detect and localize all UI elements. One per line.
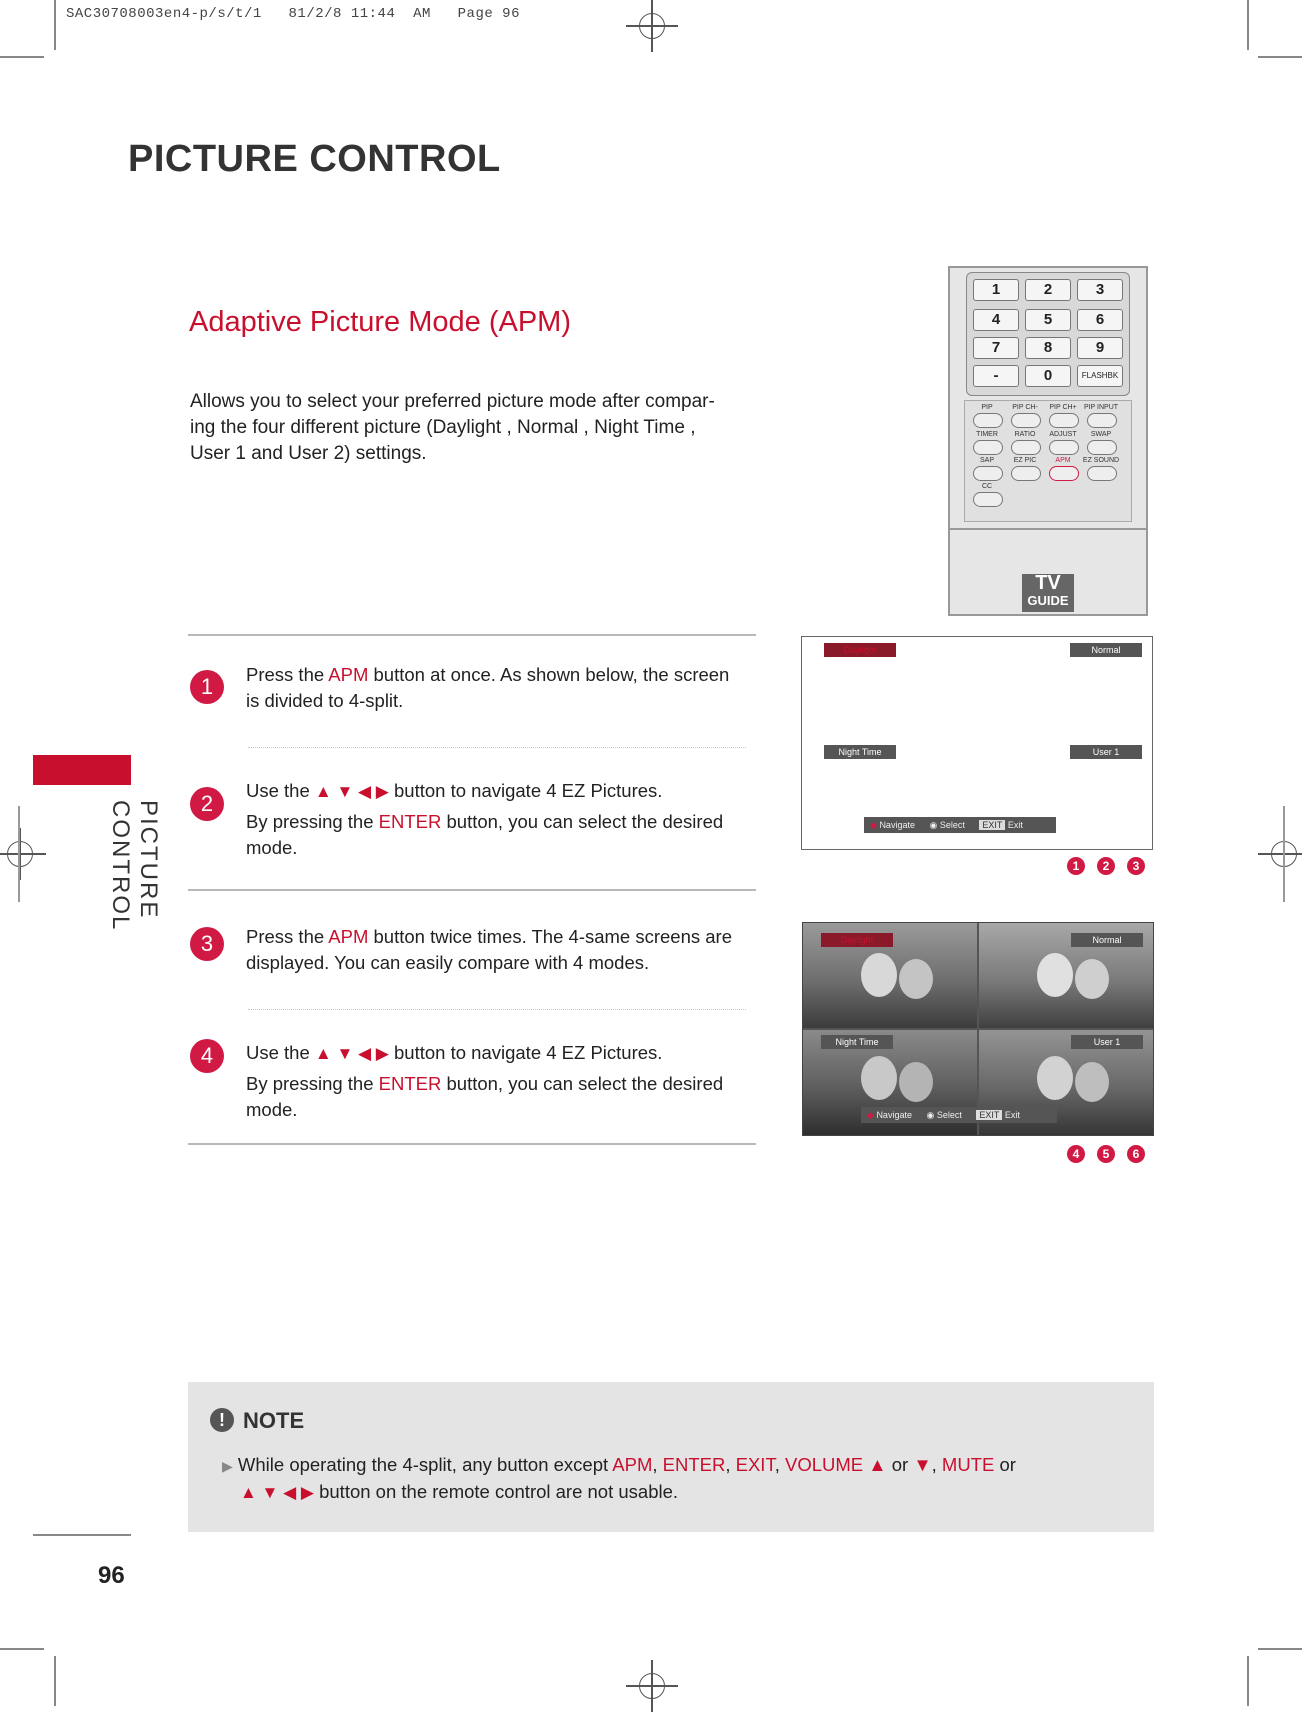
navigate-icon: ◆ [870, 820, 877, 830]
step-2-text [246, 778, 756, 861]
remote-button [1087, 413, 1117, 428]
page-title: PICTURE CONTROL [128, 138, 501, 180]
key-0: 0 [1025, 365, 1071, 387]
bullet-icon: ▶ [222, 1458, 233, 1474]
intro-line: User 1 and User 2) settings. [190, 443, 427, 464]
label-adjust: ADJUST [1049, 431, 1077, 438]
note-box [188, 1382, 1154, 1532]
side-tab-marker [33, 755, 131, 785]
note-title: NOTE [243, 1408, 305, 1433]
key-7: 7 [973, 337, 1019, 359]
up-arrow-icon: ▲ [863, 1454, 887, 1475]
section-rule [188, 1143, 756, 1145]
label-ratio: RATIO [1014, 431, 1036, 438]
dotted-divider [248, 1009, 746, 1010]
step-number: 3 [190, 927, 224, 961]
print-header: SAC30708003en4-p/s/t/1 81/2/8 11:44 AM Page 96 [66, 6, 520, 22]
note-text-fragment: While operating the 4-split, any button except [237, 1454, 613, 1475]
registration-mark [1258, 828, 1302, 880]
section-title: Adaptive Picture Mode (APM) [189, 306, 571, 338]
remote-button [1011, 466, 1041, 481]
navbar-navigate-label: Navigate [879, 820, 915, 830]
step-text-fragment: Use the [246, 1042, 315, 1063]
navbar-select-label: Select [936, 1110, 962, 1120]
key-8: 8 [1025, 337, 1071, 359]
mode-label-daylight: Daylight [824, 643, 896, 657]
label-cc: CC [981, 483, 993, 490]
step-text-line: displayed. You can easily compare with 4 modes. [246, 952, 650, 973]
remote-button [1011, 413, 1041, 428]
note-key-exit: EXIT [735, 1454, 775, 1475]
step-text-fragment: By pressing the [246, 1073, 379, 1094]
step-number: 2 [190, 787, 224, 821]
crop-mark [0, 1648, 44, 1650]
key-2: 2 [1025, 279, 1071, 301]
face-shape [1037, 1056, 1073, 1100]
remote-button [973, 466, 1003, 481]
label-pip-ch-minus: PIP CH- [1012, 404, 1038, 411]
remote-button [973, 492, 1003, 507]
mode-label-night-time: Night Time [821, 1035, 893, 1049]
step-badge: 6 [1127, 1145, 1145, 1163]
registration-mark [626, 1660, 678, 1712]
remote-button [973, 413, 1003, 428]
note-key-apm: APM [612, 1454, 653, 1475]
dotted-divider [248, 747, 746, 748]
registration-mark [0, 828, 46, 880]
face-shape [1075, 959, 1109, 999]
step-3-text [246, 924, 756, 976]
label-pip-ch-plus: PIP CH+ [1049, 404, 1077, 411]
crop-mark [54, 0, 56, 50]
tv-guide-logo-line1: TV [1035, 572, 1061, 594]
navbar-select-label: Select [939, 820, 965, 830]
down-arrow-icon: ▼ [913, 1454, 932, 1475]
face-shape [861, 953, 897, 997]
crop-mark [54, 1656, 56, 1706]
navbar-navigate-label: Navigate [876, 1110, 912, 1120]
note-text-fragment: button on the remote control are not usable. [313, 1481, 679, 1502]
key-3: 3 [1077, 279, 1123, 301]
arrow-keys-icon: ▲ ▼ ◀ ▶ [240, 1483, 314, 1502]
mode-label-daylight: Daylight [821, 933, 893, 947]
crop-mark [0, 56, 44, 58]
step-key-enter: ENTER [378, 1073, 442, 1094]
step-text-fragment: button, you can select the desired [441, 1073, 724, 1094]
step-text-fragment: Press the [246, 926, 329, 947]
key-9: 9 [1077, 337, 1123, 359]
footer-rule [33, 1534, 131, 1536]
crop-mark [1247, 1656, 1249, 1706]
note-key-mute: MUTE [941, 1454, 995, 1475]
key-6: 6 [1077, 309, 1123, 331]
arrow-keys-icon: ▲ ▼ ◀ ▶ [314, 782, 389, 801]
navbar-exit-label: Exit [1007, 820, 1023, 830]
note-text-fragment: , [774, 1454, 785, 1475]
tv-guide-logo-line2: GUIDE [1027, 593, 1069, 608]
step-text-fragment: Press the [246, 664, 329, 685]
note-key-volume: VOLUME [784, 1454, 864, 1475]
key-flashbk: FLASHBK [1077, 365, 1123, 387]
crop-mark [18, 806, 20, 902]
key-4: 4 [973, 309, 1019, 331]
label-timer: TIMER [976, 431, 998, 438]
face-shape [899, 959, 933, 999]
label-swap: SWAP [1090, 431, 1112, 438]
crop-mark [1247, 0, 1249, 50]
key-5: 5 [1025, 309, 1071, 331]
face-shape [1075, 1062, 1109, 1102]
exit-key-icon: EXIT [979, 820, 1005, 830]
tv-guide-logo [1022, 574, 1074, 612]
step-4-text [246, 1040, 756, 1123]
mode-label-user1: User 1 [1070, 745, 1142, 759]
step-key-apm: APM [328, 664, 369, 685]
remote-function-area [964, 400, 1132, 522]
crop-mark [1283, 806, 1285, 902]
step-number: 4 [190, 1039, 224, 1073]
mode-label-normal: Normal [1071, 933, 1143, 947]
key-dash: - [973, 365, 1019, 387]
crop-mark [1258, 56, 1302, 58]
step-badge: 1 [1067, 857, 1085, 875]
step-text-fragment: button, you can select the desired [441, 811, 724, 832]
mode-label-night-time: Night Time [824, 745, 896, 759]
key-1: 1 [973, 279, 1019, 301]
side-tab-label: PICTURE CONTROL [107, 800, 162, 932]
step-key-enter: ENTER [378, 811, 442, 832]
label-ez-sound: EZ SOUND [1082, 457, 1120, 464]
registration-mark [626, 0, 678, 52]
label-ez-pic: EZ PIC [1013, 457, 1037, 464]
label-pip-input: PIP INPUT [1083, 404, 1119, 411]
tv-screen-4split [801, 636, 1153, 850]
step-text-fragment: Use the [246, 780, 315, 801]
note-text-fragment: or [886, 1454, 914, 1475]
remote-divider [950, 528, 1146, 530]
remote-button [1049, 440, 1079, 455]
label-apm: APM [1055, 457, 1071, 464]
step-text-line: mode. [246, 837, 298, 858]
face-shape [899, 1062, 933, 1102]
face-shape [861, 1056, 897, 1100]
apm-button-highlight [1049, 466, 1079, 481]
remote-button [1087, 466, 1117, 481]
osd-navbar [861, 1107, 1057, 1123]
step-text-line: is divided to 4-split. [246, 690, 404, 711]
page-number: 96 [98, 1562, 125, 1589]
crop-mark [1258, 1648, 1302, 1650]
intro-line: ing the four different picture (Daylight , Normal , Night Time , [190, 417, 696, 438]
intro-line: Allows you to select your preferred picture mode after compar- [190, 391, 715, 412]
note-text-fragment: , [931, 1454, 942, 1475]
step-badge: 4 [1067, 1145, 1085, 1163]
step-text-fragment: button to navigate 4 EZ Pictures. [388, 1042, 663, 1063]
note-text-fragment: or [994, 1454, 1016, 1475]
step-badge: 5 [1097, 1145, 1115, 1163]
navigate-icon: ◆ [867, 1110, 874, 1120]
label-pip: PIP [981, 404, 993, 411]
note-key-enter: ENTER [662, 1454, 726, 1475]
step-text-fragment: button at once. As shown below, the screen [368, 664, 730, 685]
label-sap: SAP [979, 457, 994, 464]
select-icon: ◉ [929, 820, 938, 830]
step-text-fragment: button twice times. The 4-same screens are [368, 926, 733, 947]
step-number: 1 [190, 670, 224, 704]
section-intro [190, 389, 770, 467]
section-rule [188, 634, 756, 636]
remote-button [1087, 440, 1117, 455]
step-badge: 3 [1127, 857, 1145, 875]
osd-navbar [864, 817, 1056, 833]
step-text-fragment: By pressing the [246, 811, 379, 832]
step-1-text [246, 662, 756, 714]
remote-control-image [948, 266, 1148, 616]
exit-key-icon: EXIT [976, 1110, 1002, 1120]
navbar-exit-label: Exit [1004, 1110, 1020, 1120]
remote-keypad [966, 272, 1130, 396]
remote-button [1011, 440, 1041, 455]
mode-label-normal: Normal [1070, 643, 1142, 657]
step-badge: 2 [1097, 857, 1115, 875]
note-text-fragment: , [652, 1454, 663, 1475]
section-rule [188, 889, 756, 891]
step-key-apm: APM [328, 926, 369, 947]
note-icon: ! [210, 1408, 234, 1432]
note-text-fragment: , [725, 1454, 736, 1475]
tv-screen-4photos [802, 922, 1154, 1136]
note-text [222, 1452, 1122, 1505]
remote-button [973, 440, 1003, 455]
face-shape [1037, 953, 1073, 997]
mode-label-user1: User 1 [1071, 1035, 1143, 1049]
step-text-fragment: button to navigate 4 EZ Pictures. [388, 780, 663, 801]
remote-button [1049, 413, 1079, 428]
step-text-line: mode. [246, 1099, 298, 1120]
arrow-keys-icon: ▲ ▼ ◀ ▶ [314, 1044, 389, 1063]
select-icon: ◉ [926, 1110, 935, 1120]
